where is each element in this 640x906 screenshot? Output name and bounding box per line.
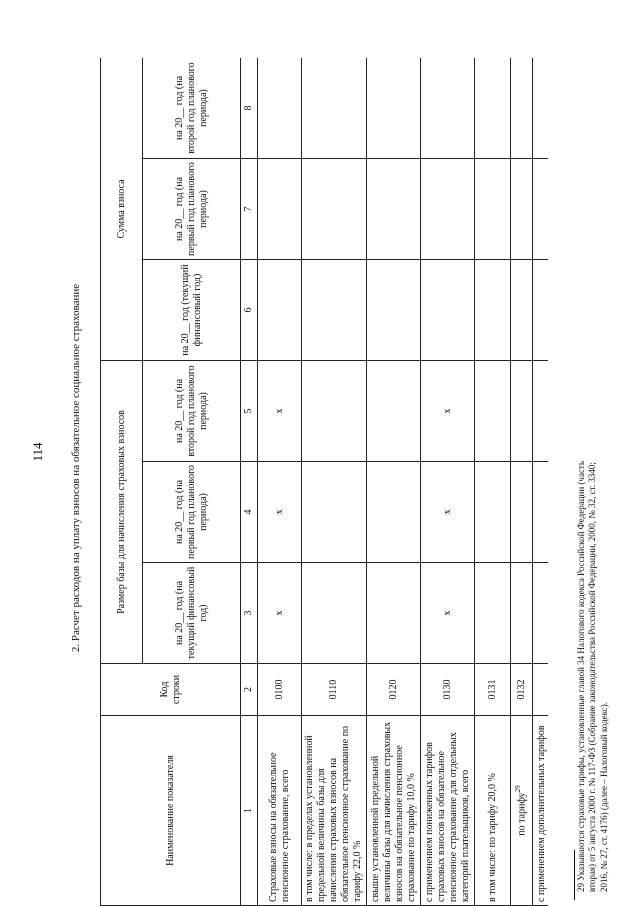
table-row (258, 58, 302, 906)
cell-base-current (367, 563, 421, 664)
cell-sum-second (533, 58, 549, 159)
row-code: 0110 (302, 664, 367, 716)
cell-sum-second (302, 58, 367, 159)
cell-sum-first (367, 159, 421, 260)
header-base-group: Размер базы для начисления страховых взносов (101, 361, 143, 664)
page-number: 114 (30, 442, 45, 462)
table-row (533, 58, 549, 906)
column-number: 6 (241, 260, 258, 361)
cell-base-second (367, 361, 421, 462)
row-code (533, 664, 549, 716)
cell-sum-second (511, 58, 533, 159)
cell-base-current (533, 563, 549, 664)
row-code: 0120 (367, 664, 421, 716)
row-name: по тарифу$^{29}$ (511, 716, 533, 906)
cell-sum-second (258, 58, 302, 159)
cell-base-first (302, 462, 367, 563)
cell-base-first: х (258, 462, 302, 563)
cell-base-second: х (421, 361, 475, 462)
table-container (100, 58, 548, 906)
cell-sum-first (258, 159, 302, 260)
header-sum-group: Сумма взноса (101, 58, 143, 361)
footnote-divider (574, 850, 575, 900)
row-name: в том числе: в пределах установленной предельной величины базы для начисления страховых взносов на обязательное пенсионное страхование по тарифу 22,0 % (302, 716, 367, 906)
contributions-table (100, 58, 548, 906)
cell-sum-current (511, 260, 533, 361)
header-indicator-name: Наименование показателя (101, 716, 241, 906)
cell-base-current (475, 563, 511, 664)
header-year: на 20__ год (текущий финансовый год) (143, 260, 241, 361)
cell-base-second (511, 361, 533, 462)
column-number: 5 (241, 361, 258, 462)
cell-base-second (475, 361, 511, 462)
cell-sum-current (421, 260, 475, 361)
section-heading: 2. Расчет расходов на уплату взносов на обязательное социальное страхование (70, 283, 82, 653)
cell-sum-second (475, 58, 511, 159)
cell-sum-first (533, 159, 549, 260)
column-number: 3 (241, 563, 258, 664)
cell-base-current (511, 563, 533, 664)
column-number: 7 (241, 159, 258, 260)
header-year: на 20__ год (на первый год планового периода) (143, 159, 241, 260)
cell-sum-current (302, 260, 367, 361)
table-row (367, 58, 421, 906)
row-name: в том числе: по тарифу 20,0 % (475, 716, 511, 906)
column-number: 1 (241, 716, 258, 906)
header-year: на 20__ год (на второй год планового периода) (143, 58, 241, 159)
cell-base-current: х (421, 563, 475, 664)
table-row (475, 58, 511, 906)
cell-base-second: х (258, 361, 302, 462)
cell-sum-second (367, 58, 421, 159)
row-name: Страховые взносы на обязательное пенсионное страхование, всего (258, 716, 302, 906)
cell-base-first (511, 462, 533, 563)
cell-sum-first (302, 159, 367, 260)
footnote: 29 Указываются страховые тарифы, установленные главой 34 Налогового кодекса Российской Федерации (часть вторая) от 5 августа 2000 г. № 117-ФЗ (Собрание законодательства Российской Федерации, 2000, № 32, ст. 3340; 2016, № 27, ст. 4176) (далее – Налоговый кодекс). (576, 461, 609, 892)
cell-base-first (367, 462, 421, 563)
cell-sum-first (475, 159, 511, 260)
cell-base-first (533, 462, 549, 563)
row-name: с применением дополнительных тарифов (533, 716, 549, 906)
table-row (511, 58, 533, 906)
cell-sum-current (475, 260, 511, 361)
cell-sum-first (511, 159, 533, 260)
cell-sum-first (421, 159, 475, 260)
table-row (302, 58, 367, 906)
row-name: с применением пониженных тарифов страховых взносов на обязательное пенсионное страхование для отдельных категорий плательщиков, всего (421, 716, 475, 906)
cell-base-second (302, 361, 367, 462)
header-year: на 20__ год (на текущий финансовый год) (143, 563, 241, 664)
header-year: на 20__ год (на первый год планового периода) (143, 462, 241, 563)
header-line-code: Код строки (101, 664, 241, 716)
cell-sum-current (258, 260, 302, 361)
row-code: 0130 (421, 664, 475, 716)
row-code: 0131 (475, 664, 511, 716)
column-number: 4 (241, 462, 258, 563)
row-code: 0132 (511, 664, 533, 716)
cell-base-current: х (258, 563, 302, 664)
row-code: 0100 (258, 664, 302, 716)
header-year: на 20__ год (на второй год планового периода) (143, 361, 241, 462)
cell-sum-current (533, 260, 549, 361)
column-number: 2 (241, 664, 258, 716)
cell-base-second (533, 361, 549, 462)
cell-base-first: х (421, 462, 475, 563)
cell-base-first (475, 462, 511, 563)
cell-base-current (302, 563, 367, 664)
cell-sum-current (367, 260, 421, 361)
column-number: 8 (241, 58, 258, 159)
table-row (421, 58, 475, 906)
row-name: свыше установленной предельной величины базы для начисления страховых взносов на обязательное пенсионное страхование по тарифу 10,0 % (367, 716, 421, 906)
cell-sum-second (421, 58, 475, 159)
